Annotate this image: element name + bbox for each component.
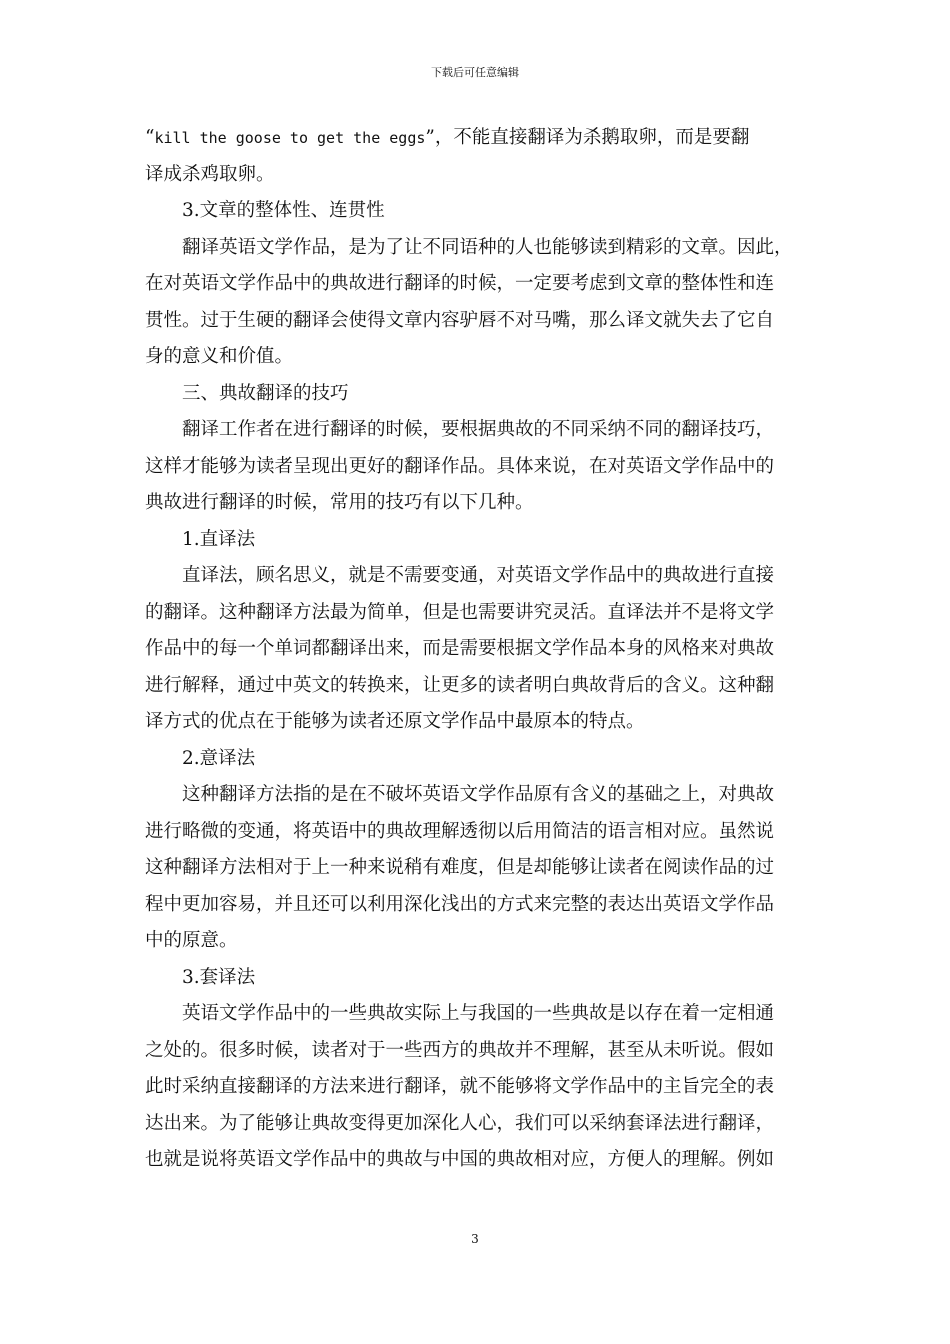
paragraph-line: 译成杀鸡取卵。 <box>145 163 275 185</box>
paragraph-line: 贯性。过于生硬的翻译会使得文章内容驴唇不对马嘴，那么译文就失去了它自 <box>145 309 775 331</box>
paragraph-line: 译方式的优点在于能够为读者还原文学作品中最原本的特点。 <box>145 711 645 732</box>
paragraph-line: 中的原意。 <box>145 930 238 951</box>
paragraph-line: 也就是说将英语文学作品中的典故与中国的典故相对应，方便人的理解。例如 <box>145 1149 775 1170</box>
paragraph-line: 这种翻译方法指的是在不破坏英语文学作品原有含义的基础之上，对典故 <box>182 784 775 805</box>
paragraph-line: 的翻译。这种翻译方法最为简单，但是也需要讲究灵活。直译法并不是将文学 <box>145 601 775 623</box>
text-line-1 <box>145 120 810 157</box>
section-heading: 三、典故翻译的技巧 <box>182 382 349 404</box>
section-heading: 3.文章的整体性、连贯性 <box>182 200 385 221</box>
paragraph-line: 进行略微的变通，将英语中的典故理解透彻以后用简洁的语言相对应。虽然说 <box>145 820 775 842</box>
paragraph-line: 翻译工作者在进行翻译的时候，要根据典故的不同采纳不同的翻译技巧， <box>182 419 775 440</box>
paragraph-line: 英语文学作品中的一些典故实际上与我国的一些典故是以存在着一定相通 <box>182 1003 775 1024</box>
section-heading: 1.直译法 <box>182 528 256 550</box>
open-quote: “ <box>145 127 155 148</box>
paragraph-line: 进行解释，通过中英文的转换来，让更多的读者明白典故背后的含义。这种翻 <box>145 674 775 696</box>
paragraph-line: 身的意义和价值。 <box>145 346 294 367</box>
paragraph-line: 在对英语文学作品中的典故进行翻译的时候，一定要考虑到文章的整体性和连 <box>145 273 775 294</box>
paragraph-line: 翻译英语文学作品，是为了让不同语种的人也能够读到精彩的文章。因此， <box>182 236 793 258</box>
page-header: 下载后可任意编辑 <box>431 66 519 79</box>
document-body <box>145 120 810 1179</box>
paragraph-line: 典故进行翻译的时候，常用的技巧有以下几种。 <box>145 492 534 513</box>
paragraph-line: 这种翻译方法相对于上一种来说稍有难度，但是却能够让读者在阅读作品的过 <box>145 857 775 878</box>
paragraph-line: 程中更加容易，并且还可以利用深化浅出的方式来完整的表达出英语文学作品 <box>145 893 775 915</box>
paragraph-line: 这样才能够为读者呈现出更好的翻译作品。具体来说，在对英语文学作品中的 <box>145 455 775 477</box>
paragraph-line: 直译法，顾名思义，就是不需要变通，对英语文学作品中的典故进行直接 <box>182 565 775 586</box>
close-quote: ” <box>425 127 435 148</box>
paragraph-line: 达出来。为了能够让典故变得更加深化人心，我们可以采纳套译法进行翻译， <box>145 1112 775 1134</box>
line-1-rest: ，不能直接翻译为杀鹅取卵，而是要翻 <box>434 127 750 148</box>
paragraph-line: 作品中的每一个单词都翻译出来，而是需要根据文学作品本身的风格来对典故 <box>145 638 775 659</box>
page-number: 3 <box>471 1232 479 1246</box>
paragraph-line: 此时采纳直接翻译的方法来进行翻译，就不能够将文学作品中的主旨完全的表 <box>145 1076 775 1097</box>
paragraph-line: 之处的。很多时候，读者对于一些西方的典故并不理解，甚至从未听说。假如 <box>145 1039 775 1061</box>
section-heading: 3.套译法 <box>182 966 256 988</box>
english-idiom: kill the goose to get the eggs <box>154 129 426 147</box>
section-heading: 2.意译法 <box>182 747 256 769</box>
